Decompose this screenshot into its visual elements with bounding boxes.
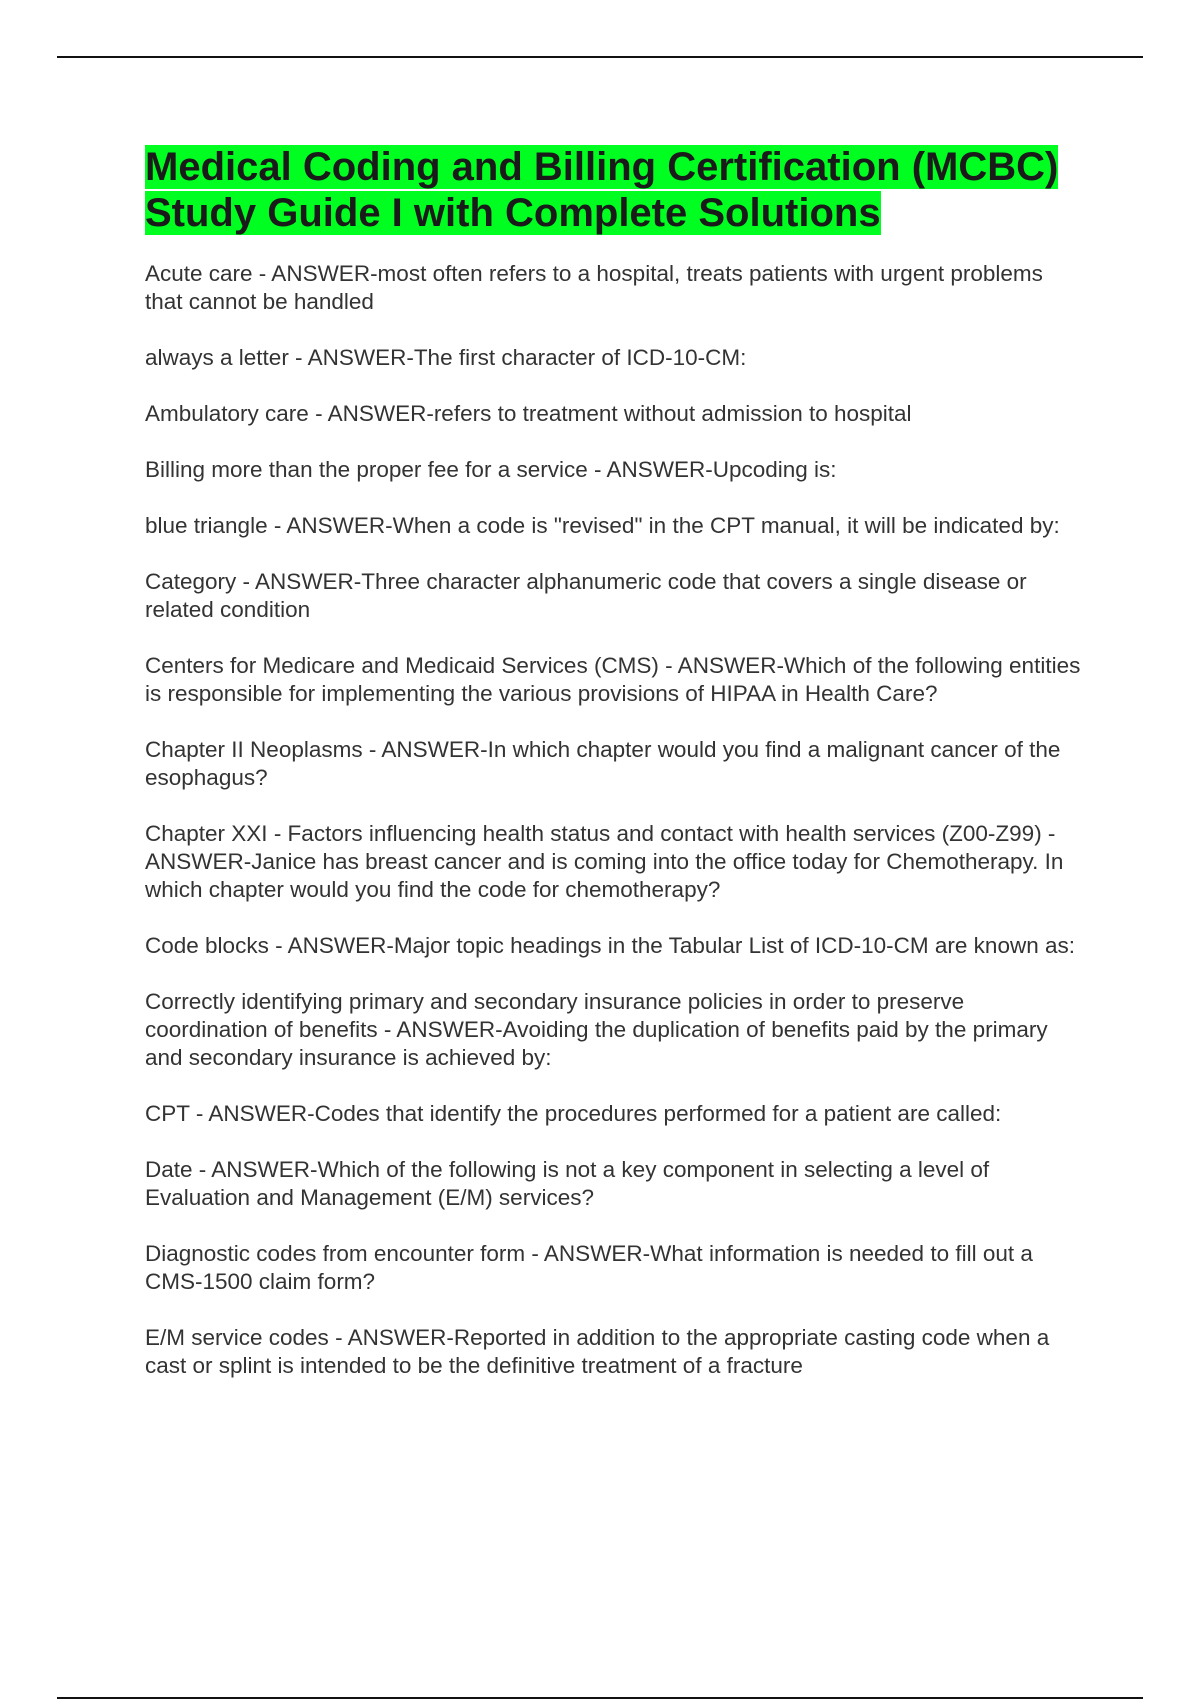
qa-item: Category - ANSWER-Three character alphanumeric code that covers a single disease or related condition xyxy=(145,569,1027,622)
qa-item: Centers for Medicare and Medicaid Services (CMS) - ANSWER-Which of the following entities is responsible for implementing the various provisions of HIPAA in Health Care? xyxy=(145,653,1081,706)
qa-item: Chapter XXI - Factors influencing health status and contact with health services (Z00-Z99) - ANSWER-Janice has breast cancer and is coming into the office today for Chemotherapy. In which chapter would you find the code for chemotherapy? xyxy=(145,821,1064,902)
title-highlight: Medical Coding and Billing Certification (MCBC) Study Guide I with Complete Solutions xyxy=(145,145,1059,235)
header-rule xyxy=(57,56,1143,58)
qa-item: Date - ANSWER-Which of the following is not a key component in selecting a level of Evaluation and Management (E/M) services? xyxy=(145,1157,990,1210)
qa-item: blue triangle - ANSWER-When a code is "revised" in the CPT manual, it will be indicated by: xyxy=(145,513,1060,538)
qa-item: CPT - ANSWER-Codes that identify the procedures performed for a patient are called: xyxy=(145,1101,1002,1126)
qa-item: Ambulatory care - ANSWER-refers to treatment without admission to hospital xyxy=(145,401,912,426)
qa-item: always a letter - ANSWER-The first character of ICD-10-CM: xyxy=(145,345,747,370)
document-body xyxy=(145,144,1085,1408)
qa-item: Chapter II Neoplasms - ANSWER-In which chapter would you find a malignant cancer of the esophagus? xyxy=(145,737,1061,790)
qa-item: Acute care - ANSWER-most often refers to a hospital, treats patients with urgent problems that cannot be handled xyxy=(145,261,1043,314)
qa-item: Billing more than the proper fee for a service - ANSWER-Upcoding is: xyxy=(145,457,837,482)
footer-rule xyxy=(57,1697,1143,1699)
qa-item: Diagnostic codes from encounter form - ANSWER-What information is needed to fill out a CMS-1500 claim form? xyxy=(145,1241,1033,1294)
qa-item: Correctly identifying primary and secondary insurance policies in order to preserve coordination of benefits - ANSWER-Avoiding the duplication of benefits paid by the primary and secondary insurance is achieved by: xyxy=(145,989,1048,1070)
document-title xyxy=(145,144,1085,236)
qa-item: E/M service codes - ANSWER-Reported in addition to the appropriate casting code when a cast or splint is intended to be the definitive treatment of a fracture xyxy=(145,1325,1050,1378)
qa-list xyxy=(145,260,1085,1380)
qa-item: Code blocks - ANSWER-Major topic headings in the Tabular List of ICD-10-CM are known as: xyxy=(145,933,1075,958)
